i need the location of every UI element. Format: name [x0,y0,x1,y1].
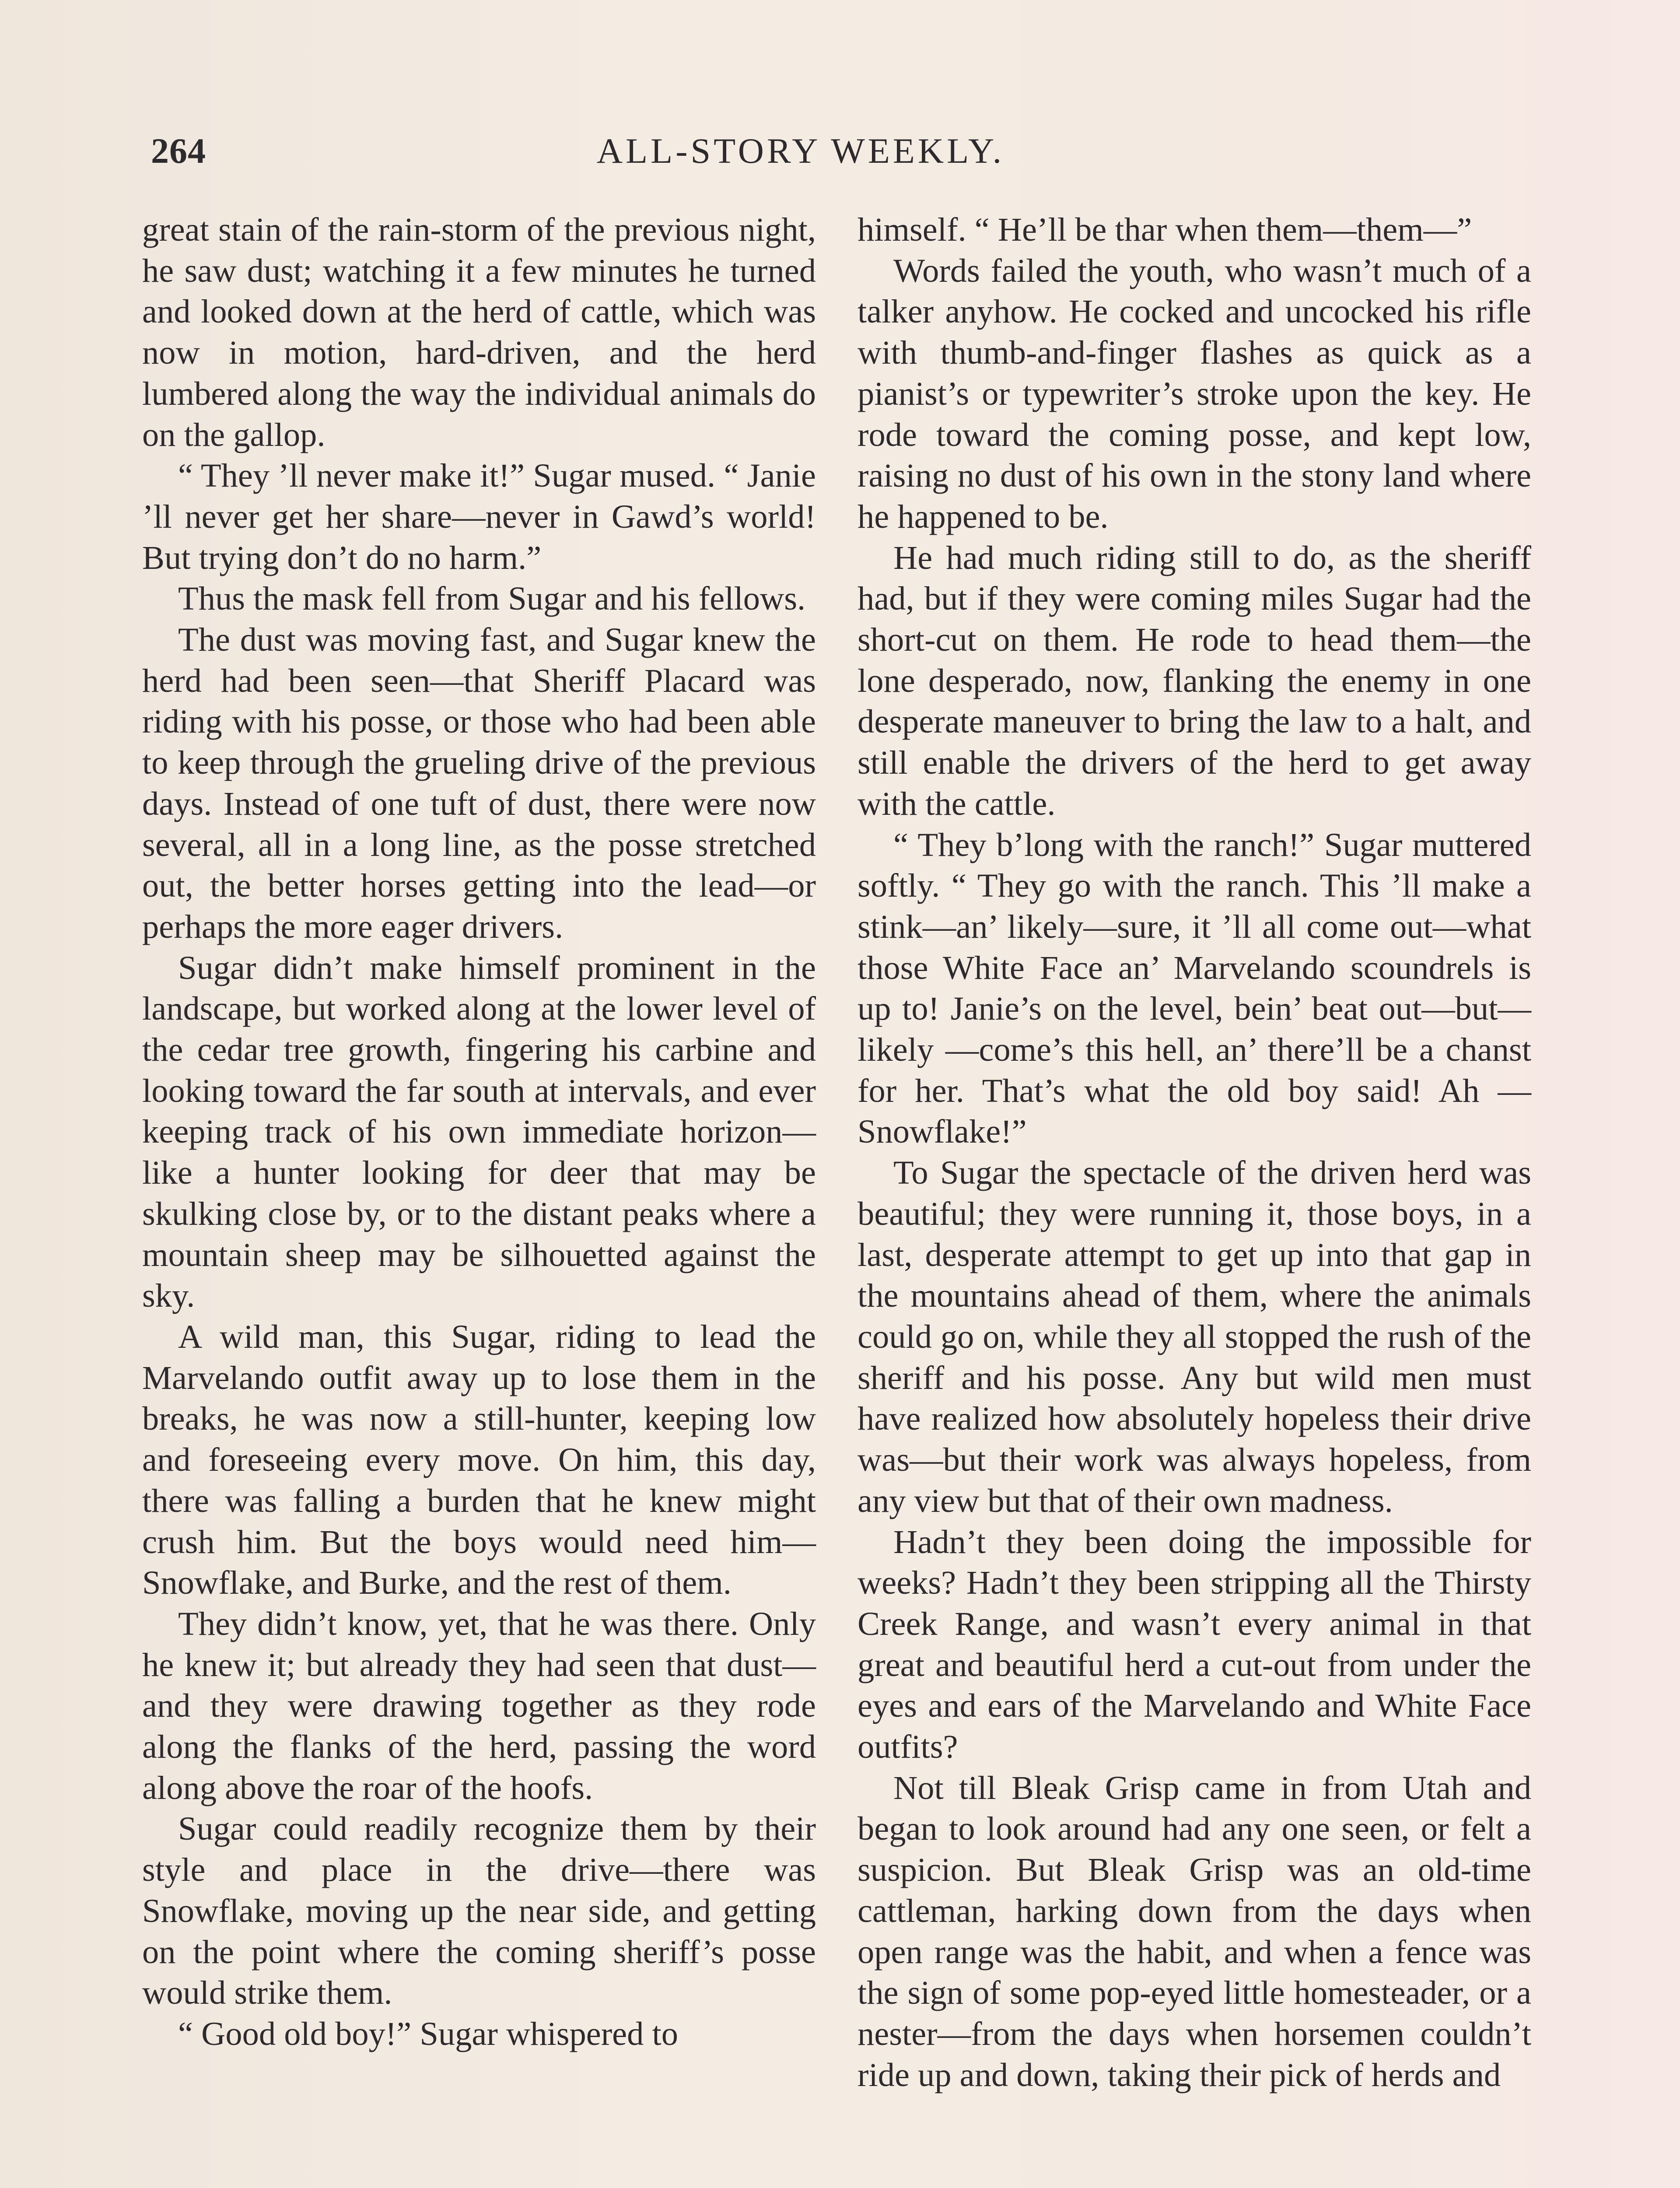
paragraph: “ Good old boy!” Sugar whispered to [178,2015,679,2052]
paragraph: Thus the mask fell from Sugar and his fellows. [178,580,806,617]
paragraph: He had much riding still to do, as the sheriff had, but if they were coming miles Sugar had the short-cut on them. He rode to head them—the lone desperado, now, flanking the enemy in one desperate maneuver to bring the law to a halt, and still enable the drivers of the herd to get away with the cattle. [858,539,1531,822]
paragraph: Words failed the youth, who wasn’t much of a talker anyhow. He cocked and uncocked his rifle with thumb-and-finger flashes as quick as a pianist’s or typewriter’s stroke upon the key. He rode toward the coming posse, and kept low, raising no dust of his own in the stony land where he happened to be. [858,252,1531,535]
paragraph: Sugar could readily recognize them by their style and place in the drive—there was Snowflake, moving up the near side, and getting on the point where the coming sheriff’s posse would strike them. [142,1810,816,2012]
page-number: 264 [151,131,206,171]
paragraph: Sugar didn’t make himself prominent in the landscape, but worked along at the lower level of the cedar tree growth, fingering his carbine and looking toward the far south at intervals, and ever keeping track of his own immediate horizon—like a hunter looking for deer that may be skulking close by, or to the distant peaks where a mountain sheep may be silhouetted against the sky. [142,949,816,1315]
paragraph: To Sugar the spectacle of the driven herd was beautiful; they were running it, those boys, in a last, desperate attempt to get up into that gap in the mountains ahead of them, where the animals could go on, while they all stopped the rush of the sheriff and his posse. Any but wild men must have realized how absolutely hopeless their drive was—but their work was always hopeless, from any view but that of their own madness. [858,1154,1531,1519]
paragraph: They didn’t know, yet, that he was there. Only he knew it; but already they had seen that dust—and they were drawing together as they rode along the flanks of the herd, passing the word along above the roar of the hoofs. [142,1605,816,1806]
paragraph: The dust was moving fast, and Sugar knew the herd had been seen—that Sheriff Placard was riding with his posse, or those who had been able to keep through the grueling drive of the previous days. Instead of one tuft of dust, there were now several, all in a long line, as the posse stretched out, the better horses getting into the lead—or perhaps the more eager drivers. [142,621,816,945]
paragraph: Not till Bleak Grisp came in from Utah and began to look around had any one seen, or felt a suspicion. But Bleak Grisp was an old-time cattleman, harking down from the days when open range was the habit, and when a fence was the sign of some pop-eyed little homesteader, or a nester—from the days when horsemen couldn’t ride up and down, taking their pick of herds and [858,1769,1531,2093]
text-column-right [858,209,1531,2095]
paragraph: himself. “ He’ll be thar when them—them—” [858,211,1472,248]
running-head: ALL-STORY WEEKLY. [596,131,1005,171]
text-column-left [142,209,816,2055]
paragraph: A wild man, this Sugar, riding to lead the Marvelando outfit away up to lose them in the breaks, he was now a still-hunter, keeping low and foreseeing every move. On him, this day, there was falling a burden that he knew might crush him. But the boys would need him—Snowflake, and Burke, and the rest of them. [142,1318,816,1602]
paragraph: “ They b’long with the ranch!” Sugar muttered softly. “ They go with the ranch. This ’ll make a stink—an’ likely—sure, it ’ll all come out—what those White Face an’ Marvelando scoundrels is up to! Janie’s on the level, bein’ beat out—but—likely —come’s this hell, an’ there’ll be a chanst for her. That’s what the old boy said! Ah —Snowflake!” [858,826,1531,1150]
paragraph: great stain of the rain-storm of the previous night, he saw dust; watching it a few minutes he turned and looked down at the herd of cattle, which was now in motion, hard-driven, and the herd lumbered along the way the individual animals do on the gallop. [142,211,816,453]
paragraph: Hadn’t they been doing the impossible for weeks? Hadn’t they been stripping all the Thirsty Creek Range, and wasn’t every animal in that great and beautiful herd a cut-out from under the eyes and ears of the Marvelando and White Face outfits? [858,1523,1531,1766]
page-header [151,127,1450,179]
paragraph: “ They ’ll never make it!” Sugar mused. “ Janie ’ll never get her share—never in Gawd’s world! But trying don’t do no harm.” [142,457,816,576]
